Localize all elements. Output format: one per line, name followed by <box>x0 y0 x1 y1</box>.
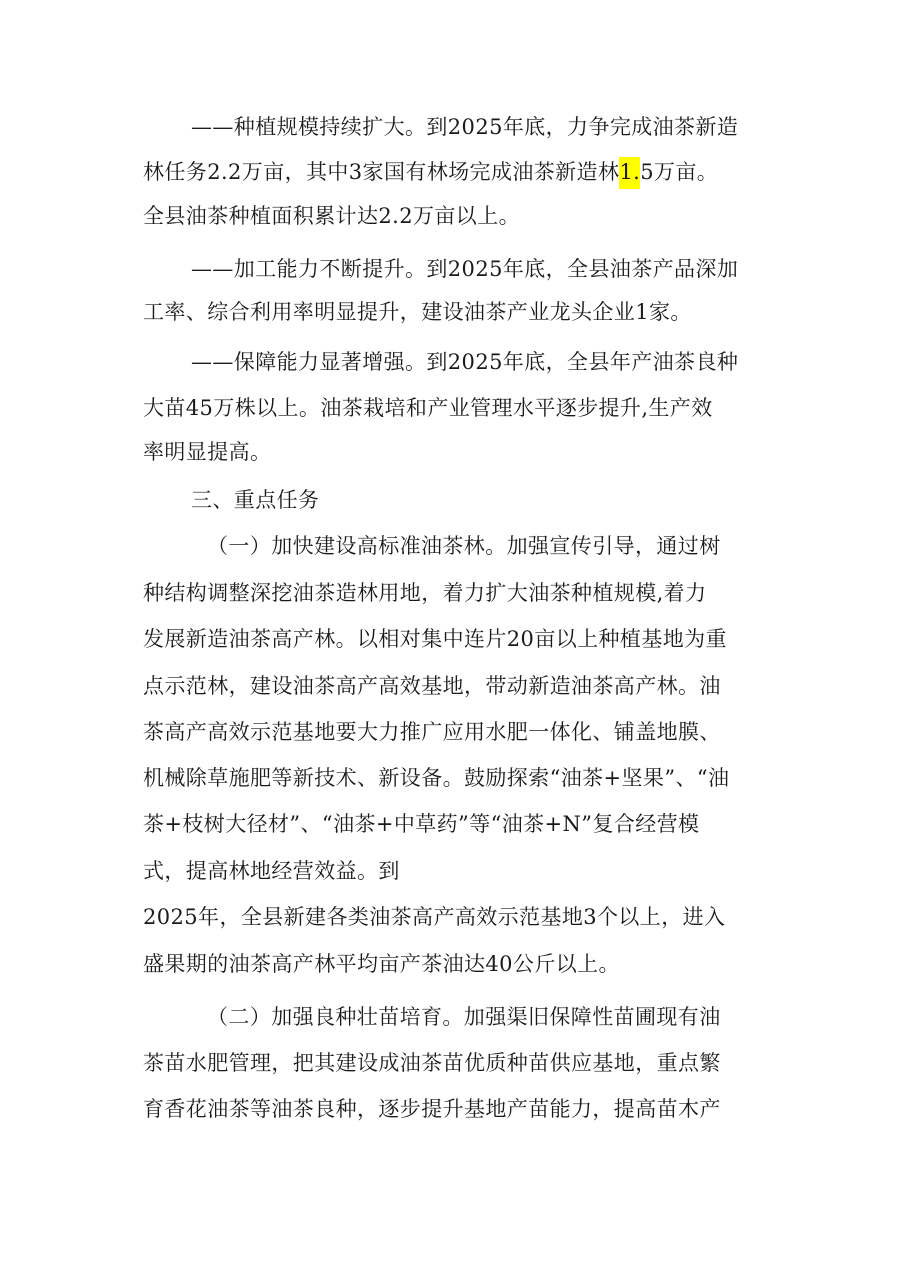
paragraph-planting-line-2-text: 林任务2.2万亩，其中3家国有林场完成油茶新造林 <box>143 160 620 184</box>
task1-line-2: 种结构调整深挖油茶造林用地，着力扩大油茶种植规模,着力 <box>143 581 707 605</box>
task2-line-1: （二）加强良种壮苗培育。加强渠旧保障性苗圃现有油 <box>207 1005 721 1029</box>
task1-line-5: 茶高产高效示范基地要大力推广应用水肥一体化、铺盖地膜、 <box>143 720 721 744</box>
paragraph-support-line-1: ——保障能力显著增强。到2025年底，全县年产油茶良种 <box>191 350 739 374</box>
task1-line-9: 2025年，全县新建各类油茶高产高效示范基地3个以上，进入 <box>143 905 726 929</box>
paragraph-planting-line-1: ——种植规模持续扩大。到2025年底，力争完成油茶新造 <box>191 115 739 139</box>
paragraph-planting-line-3: 全县油茶种植面积累计达2.2万亩以上。 <box>143 204 520 228</box>
task1-line-1: （一）加快建设高标准油茶林。加强宣传引导，通过树 <box>207 534 721 558</box>
task1-line-10: 盛果期的油茶高产林平均亩产茶油达40公斤以上。 <box>143 952 620 976</box>
paragraph-support-line-2: 大苗45万株以上。油茶栽培和产业管理水平逐步提升,生产效 <box>143 396 713 420</box>
task1-line-7: 茶+枝树大径材”、“油茶+中草药”等“油茶+N”复合经营模 <box>143 812 700 836</box>
paragraph-support-line-3: 率明显提高。 <box>143 440 272 464</box>
paragraph-planting-line-2 <box>143 157 718 187</box>
section-heading: 三、重点任务 <box>191 488 320 512</box>
paragraph-processing-line-1: ——加工能力不断提升。到2025年底，全县油茶产品深加 <box>191 257 739 281</box>
task1-line-6: 机械除草施肥等新技术、新设备。鼓励探索“油茶+坚果”、“油 <box>143 766 730 790</box>
paragraph-planting-line-2-tail: 5万亩。 <box>640 160 719 184</box>
task1-line-4: 点示范林，建设油茶高产高效基地，带动新造油茶高产林。油 <box>143 674 721 698</box>
task1-line-3: 发展新造油茶高产林。以相对集中连片20亩以上种植基地为重 <box>143 627 727 651</box>
task1-line-8: 式，提高林地经营效益。到 <box>143 859 400 883</box>
task2-line-2: 茶苗水肥管理，把其建设成油茶苗优质种苗供应基地，重点繁 <box>143 1051 721 1075</box>
highlighted-text: 1. <box>619 157 640 189</box>
paragraph-processing-line-2: 工率、综合利用率明显提升，建设油茶产业龙头企业1家。 <box>143 300 692 324</box>
task2-line-3: 育香花油茶等油茶良种，逐步提升基地产苗能力，提高苗木产 <box>143 1097 721 1121</box>
